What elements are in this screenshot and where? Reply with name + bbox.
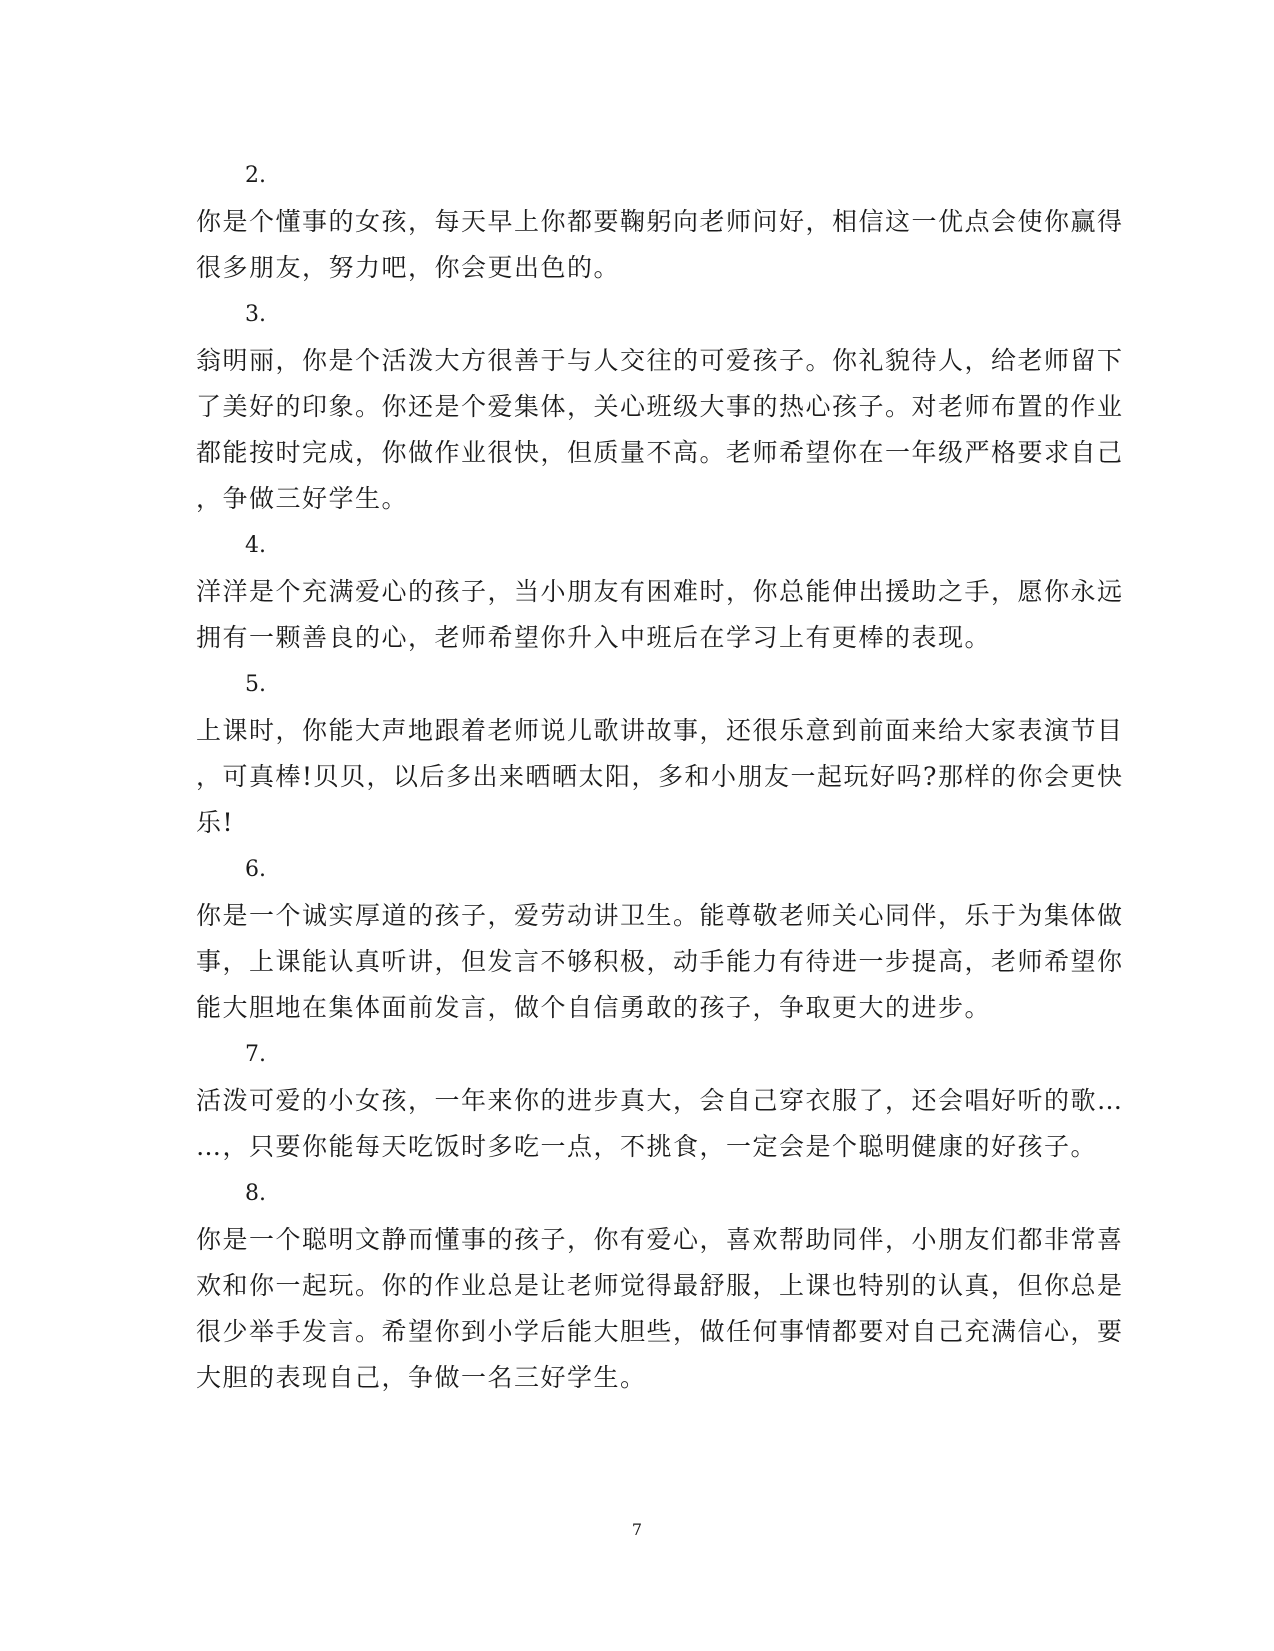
entry-text-line: 拥有一颗善良的心，老师希望你升入中班后在学习上有更棒的表现。 <box>196 623 992 652</box>
entry-text-line: 洋洋是个充满爱心的孩子，当小朋友有困难时，你总能伸出援助之手，愿你永远 <box>196 577 1124 606</box>
entry-text-line: 很少举手发言。希望你到小学后能大胆些，做任何事情都要对自己充满信心，要 <box>196 1317 1124 1346</box>
entry-text-line: 你是一个诚实厚道的孩子，爱劳动讲卫生。能尊敬老师关心同伴，乐于为集体做 <box>196 901 1124 930</box>
entry-number: 7. <box>245 1042 266 1067</box>
entry-text-line: 乐! <box>196 808 235 837</box>
entry-text-line: ，争做三好学生。 <box>196 484 409 513</box>
entry-text-line: 欢和你一起玩。你的作业总是让老师觉得最舒服，上课也特别的认真，但你总是 <box>196 1271 1124 1300</box>
entry-text-line: 你是个懂事的女孩，每天早上你都要鞠躬向老师问好，相信这一优点会使你赢得 <box>196 207 1124 236</box>
page-number: 7 <box>631 1520 643 1539</box>
entry-text-line: 上课时，你能大声地跟着老师说儿歌讲故事，还很乐意到前面来给大家表演节目 <box>196 716 1124 745</box>
entry-number: 8. <box>245 1181 266 1206</box>
entry-text-line: 翁明丽，你是个活泼大方很善于与人交往的可爱孩子。你礼貌待人，给老师留下 <box>196 346 1124 375</box>
entry-text-line: 活泼可爱的小女孩，一年来你的进步真大，会自己穿衣服了，还会唱好听的歌… <box>196 1086 1124 1115</box>
entry-number: 4. <box>245 533 266 558</box>
entry-text-line: 能大胆地在集体面前发言，做个自信勇敢的孩子，争取更大的进步。 <box>196 993 992 1022</box>
entry-text-line: ，可真棒!贝贝，以后多出来晒晒太阳，多和小朋友一起玩好吗?那样的你会更快 <box>196 762 1124 791</box>
entry-number: 6. <box>245 857 266 882</box>
entry-text-line: 大胆的表现自己，争做一名三好学生。 <box>196 1363 647 1392</box>
entry-text-line: 很多朋友，努力吧，你会更出色的。 <box>196 253 621 282</box>
entry-text-line: …，只要你能每天吃饭时多吃一点，不挑食，一定会是个聪明健康的好孩子。 <box>196 1132 1098 1161</box>
entry-number: 5. <box>245 672 266 697</box>
entry-text-line: 事，上课能认真听讲，但发言不够积极，动手能力有待进一步提高，老师希望你 <box>196 947 1124 976</box>
entry-text-line: 都能按时完成，你做作业很快，但质量不高。老师希望你在一年级严格要求自己 <box>196 438 1124 467</box>
entry-number: 3. <box>245 302 266 327</box>
entry-text-line: 了美好的印象。你还是个爱集体，关心班级大事的热心孩子。对老师布置的作业 <box>196 392 1124 421</box>
entry-text-line: 你是一个聪明文静而懂事的孩子，你有爱心，喜欢帮助同伴，小朋友们都非常喜 <box>196 1225 1124 1254</box>
entry-number: 2. <box>245 163 266 188</box>
